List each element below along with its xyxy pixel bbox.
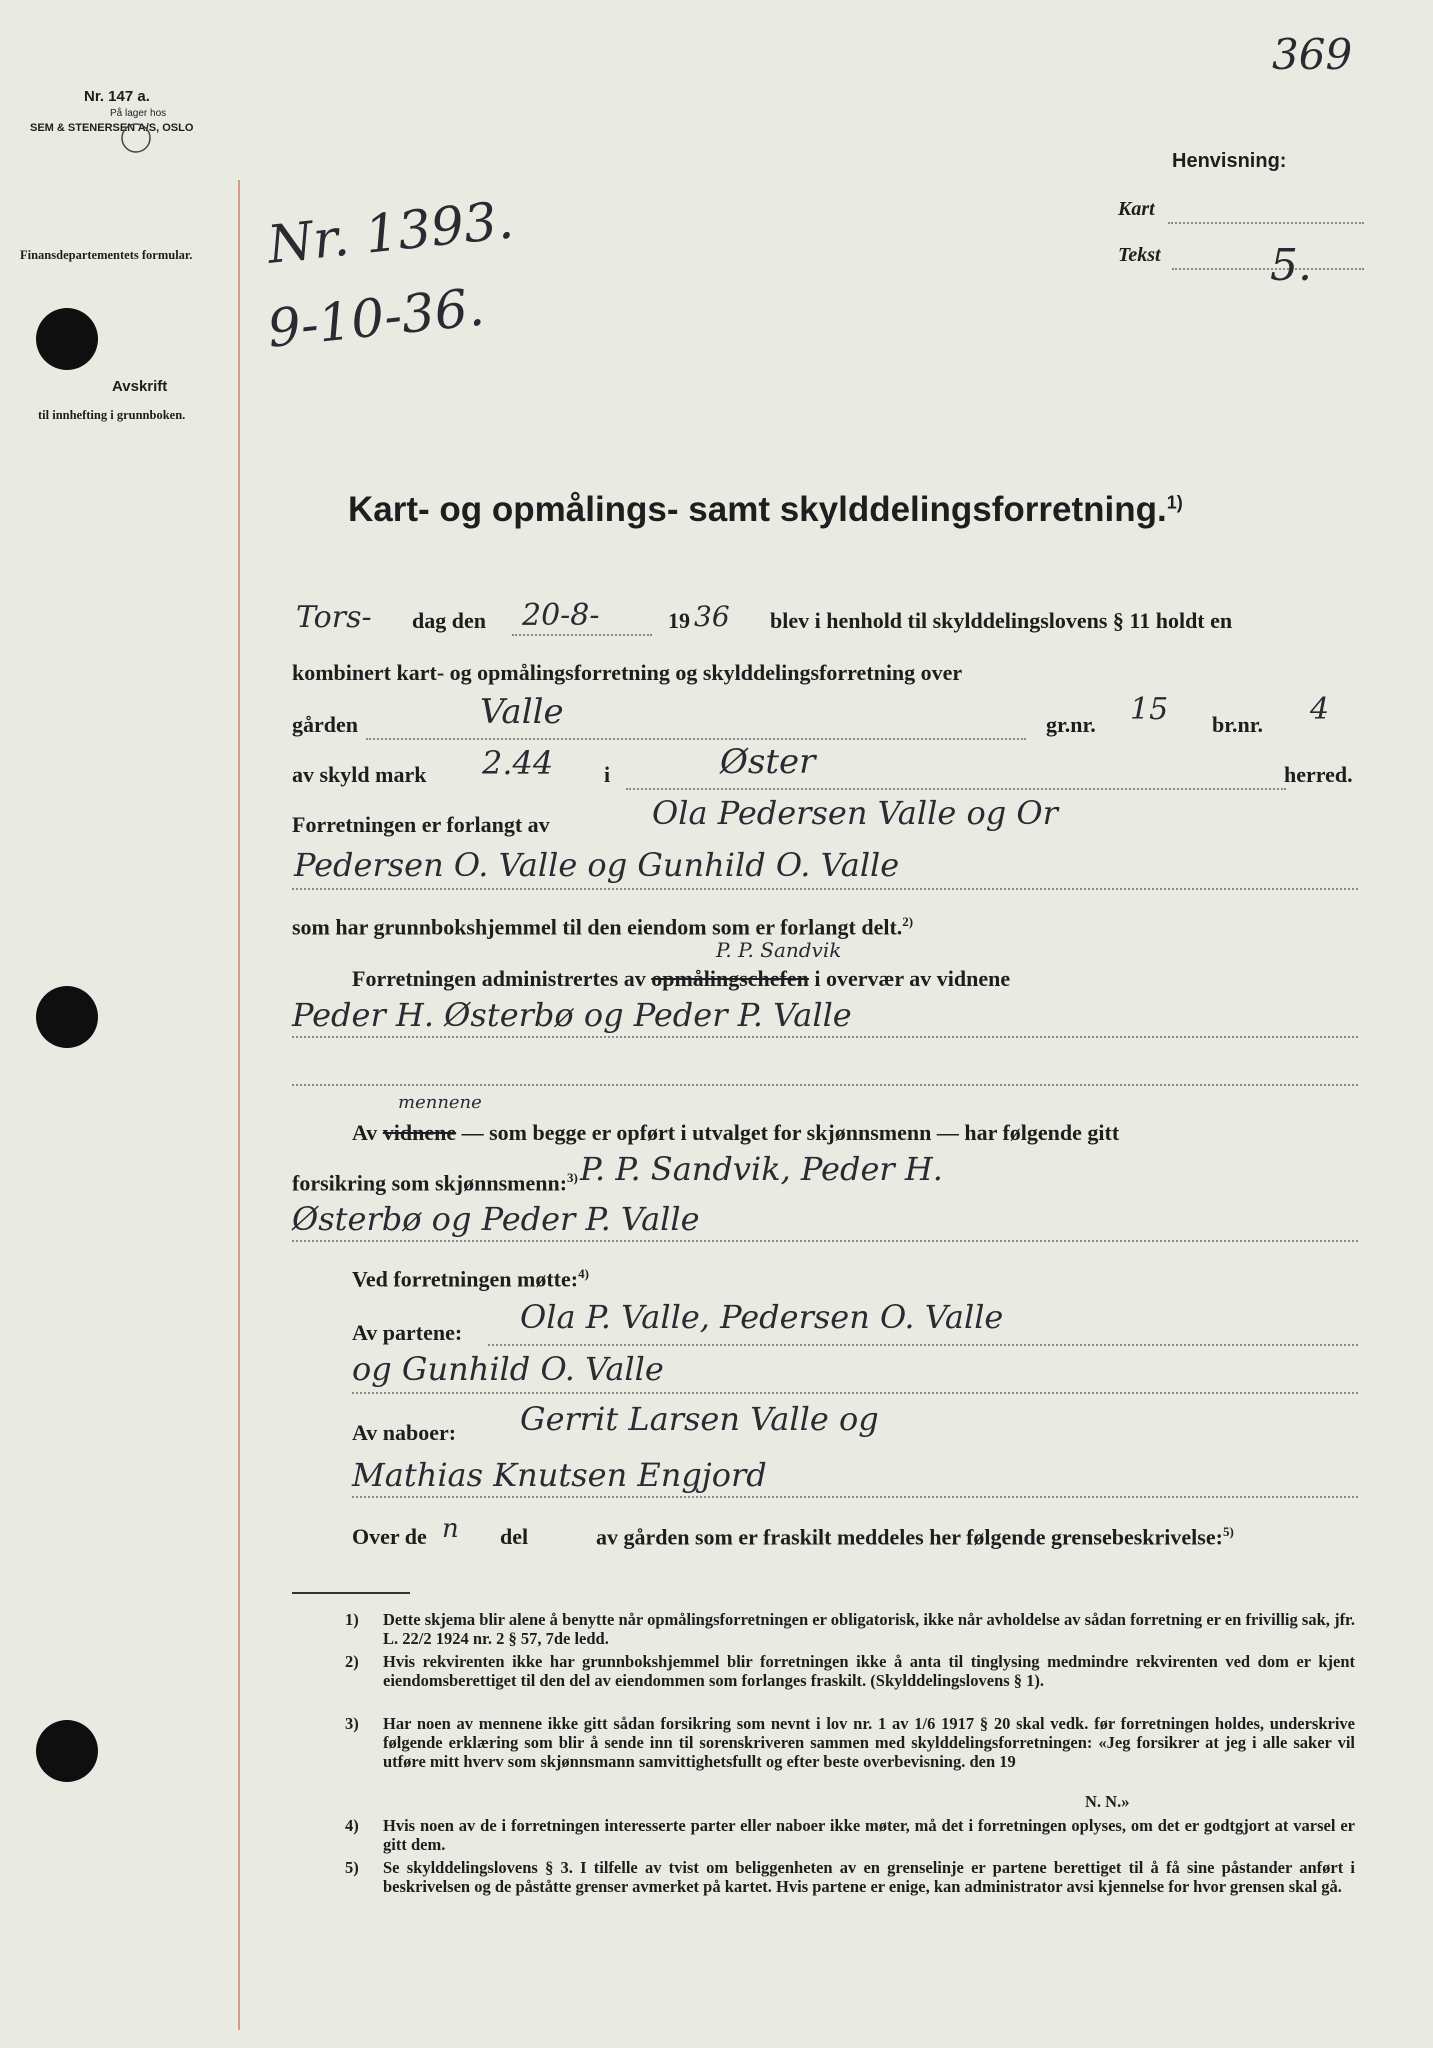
motte-note: 4) [578, 1266, 589, 1281]
admin-line [352, 966, 1010, 992]
footnote-3 [345, 1714, 1355, 1790]
herred-line [626, 788, 1286, 790]
publisher-line1: På lager hos [110, 108, 167, 119]
footnote-text: Har noen av mennene ikke gitt sådan forsikring som nevnt i lov nr. 1 av 1/6 1917 § 20 skal vedk. før forretningen holdes, underskrive følgende erklæring som blir å sende inn til sorenskriveren sammen med skylddelingsforretningen: «Jeg forsikrer at jeg i alle saker vil utføre mitt hverv som skjønnsmann samvittighetsfullt og efter beste overbevisning. den 19 [383, 1714, 1355, 1771]
skyld-label: av skyld mark [292, 762, 427, 787]
gaarden-line [366, 738, 1026, 740]
footnote-signature [345, 1792, 1355, 1812]
footnote-text: Hvis rekvirenten ikke har grunnbokshjemmel blir forretningen ikke å anta til tinglysing medmindre rekvirenten ved dom er kjent eiendomsberettiget til den del av eiendommen som forlanges fraskilt. (Skylddelingslovens § 1). [383, 1652, 1355, 1690]
vidner-line-1 [292, 1036, 1358, 1038]
weekday-handwritten: Tors- [296, 600, 372, 635]
skyld-i: i [604, 762, 611, 787]
kart-line [1168, 222, 1364, 224]
vidner-handwritten: Peder H. Østerbø og Peder P. Valle [292, 996, 852, 1034]
tekst-label: Tekst [1118, 244, 1161, 266]
brnr-handwritten: 4 [1310, 692, 1330, 727]
forlangt-line-2 [292, 888, 1358, 890]
page-title [348, 490, 1183, 530]
over-prefix: Over de [352, 1524, 427, 1549]
footnote-4 [345, 1816, 1355, 1856]
line1-text: blev i henhold til skylddelingslovens § 11 holdt en [770, 608, 1233, 633]
year-handwritten: 36 [694, 600, 730, 633]
kart-label: Kart [1118, 198, 1155, 220]
footnote-1 [345, 1610, 1355, 1650]
footnote-num: 2) [345, 1652, 359, 1671]
avskrift-sub: til innhefting i grunnboken. [38, 408, 186, 422]
punch-hole-middle [36, 986, 98, 1048]
footnote-text: Se skylddelingslovens § 3. I tilfelle av tvist om beliggenheten av en grenselinje er partene berettiget til å få sine påstander anført i beskrivelsen og de påståtte grenser avmerket på kartet. Hvis partene er enige, kan administrator avsi kjennelse for hvor grensen skal gå. [383, 1858, 1355, 1896]
footnote-text: N. N.» [1085, 1792, 1130, 1811]
footnote-num: 4) [345, 1816, 359, 1835]
skjonn-line [352, 1120, 1119, 1146]
partene-label: Av partene: [352, 1320, 463, 1345]
henvisning-label: Henvisning: [1172, 150, 1287, 172]
footnote-5 [345, 1858, 1355, 1918]
herred-handwritten: Øster [720, 742, 816, 782]
handwritten-reference: Nr. 1393. [264, 190, 517, 276]
partene-handwritten-2: og Gunhild O. Valle [352, 1350, 664, 1388]
tekst-value: 5. [1270, 240, 1312, 291]
handwritten-date: 9-10-36. [264, 277, 488, 360]
footnote-num: 1) [345, 1610, 359, 1629]
line1-dag-den: dag den [412, 608, 486, 633]
vidnene-struck: vidnene [382, 1120, 457, 1145]
hjemmel-text [292, 914, 913, 940]
publisher-stamp-icon [118, 120, 158, 160]
forlangt-handwritten-1: Ola Pedersen Valle og Or [652, 794, 1058, 832]
naboer-line-2 [352, 1496, 1358, 1498]
forsikring-label: forsikring som skjønnsmenn: [292, 1170, 568, 1196]
over-label: av gården som er fraskilt meddeles her følgende grensebeskrivelse: [596, 1524, 1223, 1550]
naboer-label: Av naboer: [352, 1420, 457, 1445]
ministry-label: Finansdepartementets formular. [20, 248, 193, 262]
motte-line [352, 1266, 589, 1292]
date-line [512, 634, 652, 636]
date-handwritten: 20-8- [522, 598, 600, 633]
naboer-handwritten-1: Gerrit Larsen Valle og [520, 1400, 879, 1438]
footnote-2 [345, 1652, 1355, 1710]
av-label: Av [352, 1120, 378, 1145]
over-handwritten: n [442, 1514, 459, 1544]
footnote-text: Hvis noen av de i forretningen interesserte parter eller naboer ikke møter, må det i forretningen oplyses, om det er godtgjort at varsel er gitt dem. [383, 1816, 1355, 1854]
avskrift-label: Avskrift [112, 378, 168, 395]
hjemmel-label: som har grunnbokshjemmel til den eiendom som er forlangt delt. [292, 914, 903, 940]
forsikring-line-2 [292, 1240, 1358, 1242]
over-text [596, 1524, 1234, 1550]
partene-line-2 [352, 1392, 1358, 1394]
admin-label: Forretningen administrertes av [352, 966, 646, 991]
mennene-handwritten: mennene [398, 1092, 482, 1113]
margin-rule [238, 180, 240, 2030]
naboer-handwritten-2: Mathias Knutsen Engjord [352, 1456, 767, 1494]
grnr-handwritten: 15 [1130, 692, 1169, 727]
footnote-text: Dette skjema blir alene å benytte når opmålingsforretningen er obligatorisk, ikke når avholdelse av sådan forretning er en frivillig sak, jfr. L. 22/2 1924 nr. 2 § 57, 7de ledd. [383, 1610, 1355, 1648]
over-del: del [500, 1524, 529, 1549]
forlangt-handwritten-2: Pedersen O. Valle og Gunhild O. Valle [294, 846, 900, 884]
line2-text: kombinert kart- og opmålingsforretning og skylddelingsforretning over [292, 660, 963, 685]
punch-hole-bottom [36, 1720, 98, 1782]
gaarden-label: gården [292, 712, 358, 737]
forlangt-label: Forretningen er forlangt av [292, 812, 550, 837]
skyld-handwritten: 2.44 [482, 744, 554, 782]
vidner-line-2 [292, 1084, 1358, 1086]
partene-handwritten-1: Ola P. Valle, Pedersen O. Valle [520, 1298, 1004, 1336]
page-number: 369 [1272, 30, 1353, 79]
footnote-rule [292, 1592, 410, 1594]
herred-label: herred. [1284, 762, 1353, 787]
forsikring-note: 3) [567, 1170, 578, 1185]
title-note: 1) [1166, 492, 1183, 513]
forsikring-handwritten-1: P. P. Sandvik, Peder H. [580, 1150, 943, 1188]
grnr-label: gr.nr. [1046, 712, 1096, 737]
publisher-line2: SEM & STENERSEN A/S, OSLO [30, 122, 194, 134]
forsikring-handwritten-2: Østerbø og Peder P. Valle [292, 1200, 700, 1238]
title-text: Kart- og opmålings- samt skylddelingsforretning. [348, 490, 1167, 529]
admin-insert-handwritten: P. P. Sandvik [716, 938, 842, 962]
hjemmel-note: 2) [902, 914, 914, 929]
punch-hole-top [36, 308, 98, 370]
year-print: 19 [668, 608, 690, 633]
skjonn-text: — som begge er opført i utvalget for skjønnsmenn — har følgende gitt [461, 1120, 1120, 1145]
partene-line-1 [488, 1344, 1358, 1346]
over-note: 5) [1222, 1524, 1234, 1539]
gaarden-handwritten: Valle [480, 692, 564, 732]
form-number: Nr. 147 a. [84, 88, 150, 105]
motte-label: Ved forretningen møtte: [352, 1266, 579, 1292]
admin-struck: opmålingschefen [651, 966, 809, 991]
footnote-num: 3) [345, 1714, 359, 1733]
admin-vidnene: i overvær av vidnene [814, 966, 1011, 991]
brnr-label: br.nr. [1212, 712, 1263, 737]
forsikring-line [292, 1170, 578, 1196]
tekst-line [1172, 268, 1364, 270]
footnote-num: 5) [345, 1858, 359, 1877]
